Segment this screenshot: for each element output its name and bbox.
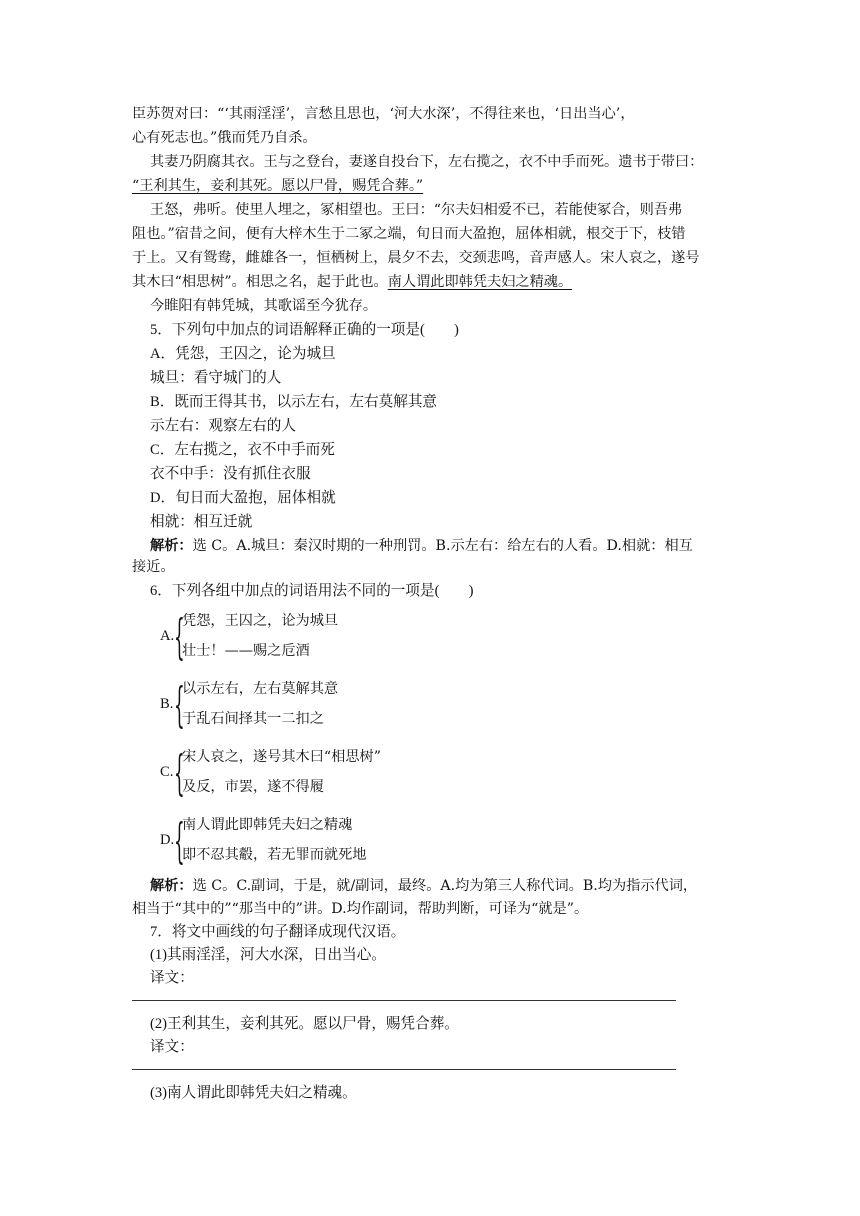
- passage-text: 其木曰“相思树”。相思之名，起于此也。: [132, 274, 388, 290]
- option-line: 南人谓此即韩凭夫妇之精魂: [182, 817, 353, 833]
- q5-option-d: D．旬日而大盈抱，屈体相就: [150, 490, 336, 506]
- passage-line: 于上。又有鸳鸯，雌雄各一，恒栖树上，晨夕不去，交颈悲鸣，音声感人。宋人哀之，遂号: [132, 250, 700, 266]
- question-6-stem: 6．下列各组中加点的词语用法不同的一项是( ): [150, 583, 474, 599]
- question-5-stem: 5．下列句中加点的词语解释正确的一项是( ): [150, 322, 459, 338]
- underlined-sentence: “王利其生，妾利其死。愿以尸骨，赐凭合葬。”: [132, 178, 424, 194]
- q7-translation-label-2: 译文：: [150, 1039, 194, 1055]
- option-line: 以示左右，左右莫解其意: [182, 681, 339, 697]
- q7-sentence-2: (2)王利其生，妾利其死。愿以尸骨，赐凭合葬。: [150, 1016, 459, 1032]
- q7-sentence-1: (1)其雨淫淫，河大水深，日出当心。: [150, 947, 386, 963]
- answer-label: 解析：: [150, 538, 193, 554]
- q6-answer-line: [150, 876, 697, 896]
- q5-option-b-gloss: 示左右：观察左右的人: [150, 418, 296, 434]
- option-line: 于乱石间择其一二扣之: [182, 711, 324, 727]
- passage-line: 今睢阳有韩凭城，其歌谣至今犹存。: [150, 298, 378, 314]
- brace-icon: {: [174, 745, 185, 801]
- option-label: A.: [160, 628, 175, 644]
- answer-text: 选 C。C.副词，于是，就/副词，最终。A.均为第三人称代词。B.均为指示代词，: [192, 878, 698, 894]
- underlined-sentence: 南人谓此即韩凭夫妇之精魂。: [387, 274, 573, 290]
- answer-blank-line[interactable]: [132, 1000, 676, 1001]
- q5-option-b: B．既而王得其书，以示左右，左右莫解其意: [150, 394, 438, 410]
- q5-option-a-gloss: 城旦：看守城门的人: [150, 370, 282, 386]
- brace-icon: {: [174, 813, 185, 869]
- q7-sentence-3: (3)南人谓此即韩凭夫妇之精魂。: [150, 1085, 357, 1101]
- passage-line: 心有死志也。”俄而凭乃自杀。: [132, 130, 317, 146]
- brace-icon: {: [174, 609, 185, 665]
- option-label: C.: [160, 764, 174, 780]
- passage-line: [132, 272, 572, 292]
- q7-translation-label-1: 译文：: [150, 970, 194, 986]
- question-7-stem: 7．将文中画线的句子翻译成现代汉语。: [150, 924, 406, 940]
- option-line: 宋人哀之，遂号其木曰“相思树”: [182, 749, 381, 765]
- brace-icon: {: [174, 677, 185, 733]
- q5-option-c-gloss: 衣不中手：没有抓住衣服: [150, 466, 311, 482]
- answer-text: 选 C。A.城旦：秦汉时期的一种刑罚。B.示左右：给左右的人看。D.相就：相互: [192, 538, 693, 554]
- q6-answer-continued: 相当于“其中的”“那当中的”讲。D.均作副词，帮助判断，可译为“就是”。: [132, 901, 589, 917]
- answer-blank-line[interactable]: [132, 1069, 676, 1070]
- q5-answer-continued: 接近。: [132, 559, 175, 575]
- option-label: D.: [160, 832, 175, 848]
- option-line: 及反，市罢，遂不得履: [182, 779, 324, 795]
- q5-option-d-gloss: 相就：相互迁就: [150, 514, 253, 530]
- q5-option-c: C．左右揽之，衣不中手而死: [150, 442, 335, 458]
- passage-line: 其妻乃阴腐其衣。王与之登台，妻遂自投台下，左右揽之，衣不中手而死。遗书于带曰：: [150, 154, 704, 170]
- option-line: 壮士！——赐之卮酒: [182, 643, 310, 659]
- q5-answer-line: [150, 536, 693, 556]
- answer-label: 解析：: [150, 878, 193, 894]
- option-label: B.: [160, 696, 174, 712]
- passage-line: 王怒，弗听。使里人埋之，冢相望也。王曰：“尔夫妇相爱不已，若能使冢合，则吾弗: [150, 202, 683, 218]
- passage-line: 臣苏贺对曰：“‘其雨淫淫’，言愁且思也，‘河大水深’，不得往来也，‘日出当心’，: [132, 106, 635, 122]
- option-line: 即不忍其觳，若无罪而就死地: [182, 847, 367, 863]
- q5-option-a: A．凭怨，王囚之，论为城旦: [150, 346, 336, 362]
- passage-line: 阻也。”宿昔之间，便有大梓木生于二冢之端，旬日而大盈抱，屈体相就，根交于下，枝错: [132, 226, 686, 242]
- option-line: 凭怨，王囚之，论为城旦: [182, 613, 339, 629]
